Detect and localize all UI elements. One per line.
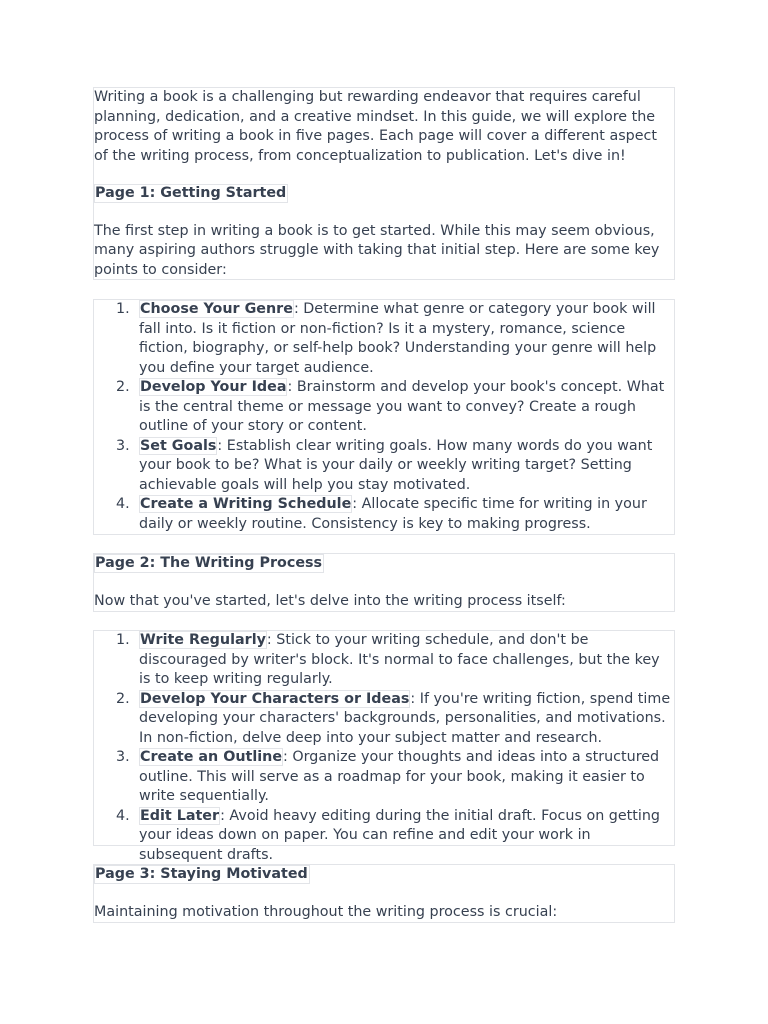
list-text: : Allocate specific time for writing in your daily or weekly routine. Consistency is key to making progress. <box>139 496 647 532</box>
list-item <box>116 690 674 749</box>
page1-paragraph: The first step in writing a book is to get started. While this may seem obvious, many aspiring authors struggle with taking that initial step. Here are some key points to consider: <box>94 222 660 278</box>
list-item <box>116 807 674 866</box>
list-term: Develop Your Characters or Ideas <box>140 690 410 707</box>
list-term: Write Regularly <box>140 632 266 648</box>
list-text: : If you're writing fiction, spend time developing your characters' backgrounds, personalities, and motivations. In non-fiction, delve deep into your subject matter and research. <box>139 690 671 746</box>
section3-block <box>93 864 675 923</box>
page1-heading: Page 1: Getting Started <box>95 185 287 201</box>
list-text: : Organize your thoughts and ideas into a structured outline. This will serve as a roadmap for your book, making it easier to write sequentially. <box>139 749 660 804</box>
list1-block <box>93 299 675 535</box>
list-term: Set Goals <box>140 437 217 454</box>
list-term: Develop Your Idea <box>140 379 287 395</box>
list-term: Create a Writing Schedule <box>140 496 352 512</box>
list-text: : Brainstorm and develop your book's concept. What is the central theme or message you want to convey? Create a rough outline of your story or content. <box>139 379 665 434</box>
writing-process-list <box>94 631 674 865</box>
list-number: 2. <box>116 690 130 707</box>
list-number: 1. <box>116 632 130 648</box>
list-item <box>116 631 674 690</box>
list-item <box>116 748 674 807</box>
intro-block <box>93 87 675 280</box>
page3-paragraph: Maintaining motivation throughout the writing process is crucial: <box>94 903 558 920</box>
list-number: 4. <box>116 807 130 824</box>
list-number: 3. <box>116 749 130 765</box>
list-term: Edit Later <box>140 807 220 824</box>
getting-started-list <box>94 300 674 534</box>
section2-block <box>93 553 675 612</box>
list-item <box>116 495 674 534</box>
list-term: Create an Outline <box>140 749 283 765</box>
list-number: 2. <box>116 379 130 395</box>
page3-heading: Page 3: Staying Motivated <box>95 866 308 882</box>
list-item <box>116 437 674 496</box>
list-item <box>116 300 674 378</box>
page2-paragraph: Now that you've started, let's delve into the writing process itself: <box>94 592 566 609</box>
list-number: 4. <box>116 496 130 512</box>
list-number: 3. <box>116 437 130 454</box>
page2-heading: Page 2: The Writing Process <box>95 555 323 571</box>
list-text: : Establish clear writing goals. How many words do you want your book to be? What is your daily or weekly writing target? Setting achievable goals will help you stay motivated. <box>139 437 653 493</box>
intro-paragraph: Writing a book is a challenging but rewarding endeavor that requires careful planning, dedication, and a creative mindset. In this guide, we will explore the process of writing a book in five pages. Each page will cover a different aspect of the writing process, from conceptualization to publication. Let's dive in! <box>94 89 658 164</box>
list2-block <box>93 630 675 863</box>
list-term: Choose Your Genre <box>140 301 293 317</box>
list-text: : Determine what genre or category your book will fall into. Is it fiction or non-fiction? Is it a mystery, romance, science fiction, biography, or self-help book? Understanding your genre will help you define your target audience. <box>139 301 657 376</box>
list-text: : Stick to your writing schedule, and don't be discouraged by writer's block. It's normal to face challenges, but the key is to keep writing regularly. <box>139 632 660 687</box>
list-item <box>116 378 674 437</box>
list-text: : Avoid heavy editing during the initial draft. Focus on getting your ideas down on paper. You can refine and edit your work in subsequent drafts. <box>139 807 660 863</box>
list-number: 1. <box>116 301 130 317</box>
